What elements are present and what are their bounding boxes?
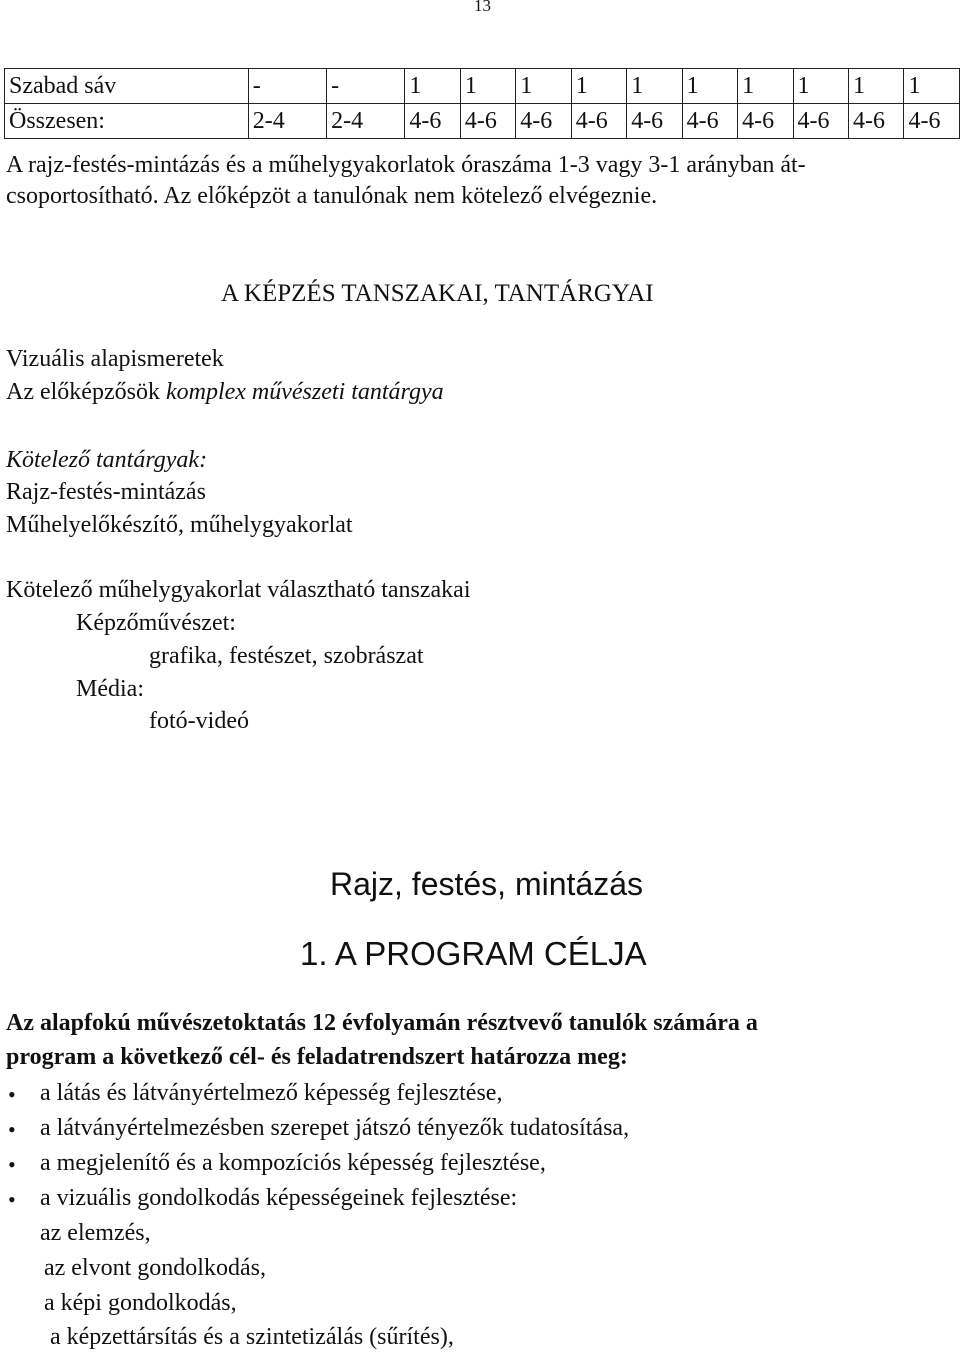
table-cell: 4-6 <box>571 104 626 139</box>
complex-subject-emphasis: komplex művészeti tantárgya <box>165 379 444 405</box>
complex-subject <box>6 379 444 406</box>
table-cell: 4-6 <box>793 104 848 139</box>
table-cell: - <box>327 69 405 104</box>
mandatory-subject: Rajz-festés-mintázás <box>6 479 206 505</box>
table-cell: 4-6 <box>682 104 737 139</box>
row-label: Összesen: <box>5 104 249 139</box>
list-item: a látványértelmezésben szerepet játszó tényezők tudatosítása, <box>40 1115 630 1141</box>
table-cell: 4-6 <box>849 104 904 139</box>
mandatory-label: Kötelező tantárgyak: <box>6 447 208 473</box>
intro-line: program a következő cél- és feladatrendszert határozza meg: <box>6 1044 628 1070</box>
program-title: 1. A PROGRAM CÉLJA <box>300 935 647 972</box>
table-cell: 4-6 <box>738 104 793 139</box>
list-item: a megjelenítő és a kompozíciós képesség fejlesztése, <box>40 1150 546 1176</box>
table-cell: 2-4 <box>327 104 405 139</box>
table-cell: 1 <box>738 69 793 104</box>
sub-item: az elemzés, <box>40 1220 151 1246</box>
intro-line: Az alapfokú művészetoktatás 12 évfolyamán résztvevő tanulók számára a <box>6 1010 758 1036</box>
page-number: 13 <box>474 0 491 15</box>
table-cell: 1 <box>682 69 737 104</box>
table-cell: 2-4 <box>248 104 326 139</box>
visual-basics: Vizuális alapismeretek <box>6 346 224 372</box>
table-cell: 4-6 <box>627 104 682 139</box>
fine-arts-label: Képzőművészet: <box>76 610 236 636</box>
note-line: csoportosítható. Az előképzöt a tanulónak nem kötelező elvégeznie. <box>6 183 658 209</box>
elective-title: Kötelező műhelygyakorlat választható tanszakai <box>6 577 471 603</box>
table-cell: 1 <box>460 69 515 104</box>
table-cell: 1 <box>405 69 460 104</box>
sub-item: a képzettársítás és a szintetizálás (sűrítés), <box>50 1324 454 1350</box>
fine-arts-items: grafika, festészet, szobrászat <box>149 643 424 669</box>
list-item: a látás és látványértelmező képesség fejlesztése, <box>40 1080 503 1106</box>
table-cell: 1 <box>849 69 904 104</box>
mandatory-subject: Műhelyelőkészítő, műhelygyakorlat <box>6 512 353 538</box>
table-cell: 4-6 <box>516 104 571 139</box>
list-item: a vizuális gondolkodás képességeinek fejlesztése: <box>40 1185 518 1211</box>
table-cell: 1 <box>904 69 960 104</box>
section-title: Rajz, festés, mintázás <box>330 866 643 902</box>
table-cell: 1 <box>516 69 571 104</box>
bullet-icon: • <box>8 1117 16 1142</box>
table-row <box>5 69 960 104</box>
bullet-icon: • <box>8 1152 16 1177</box>
page-heading: A KÉPZÉS TANSZAKAI, TANTÁRGYAI <box>221 280 654 307</box>
sub-item: az elvont gondolkodás, <box>44 1255 266 1281</box>
table-row <box>5 104 960 139</box>
hours-table <box>4 68 960 139</box>
bullet-icon: • <box>8 1187 16 1212</box>
note-line: A rajz-festés-mintázás és a műhelygyakorlatok óraszáma 1-3 vagy 3-1 arányban át- <box>6 152 806 178</box>
table-cell: 4-6 <box>460 104 515 139</box>
table-cell: 4-6 <box>405 104 460 139</box>
media-items: fotó-videó <box>149 708 249 734</box>
table-cell: 1 <box>627 69 682 104</box>
table-cell: - <box>248 69 326 104</box>
table-cell: 1 <box>571 69 626 104</box>
table-cell: 4-6 <box>904 104 960 139</box>
table-cell: 1 <box>793 69 848 104</box>
bullet-icon: • <box>8 1082 16 1107</box>
complex-subject-prefix: Az előképzősök <box>6 379 166 405</box>
row-label: Szabad sáv <box>5 69 249 104</box>
sub-item: a képi gondolkodás, <box>44 1290 237 1316</box>
media-label: Média: <box>76 676 144 702</box>
